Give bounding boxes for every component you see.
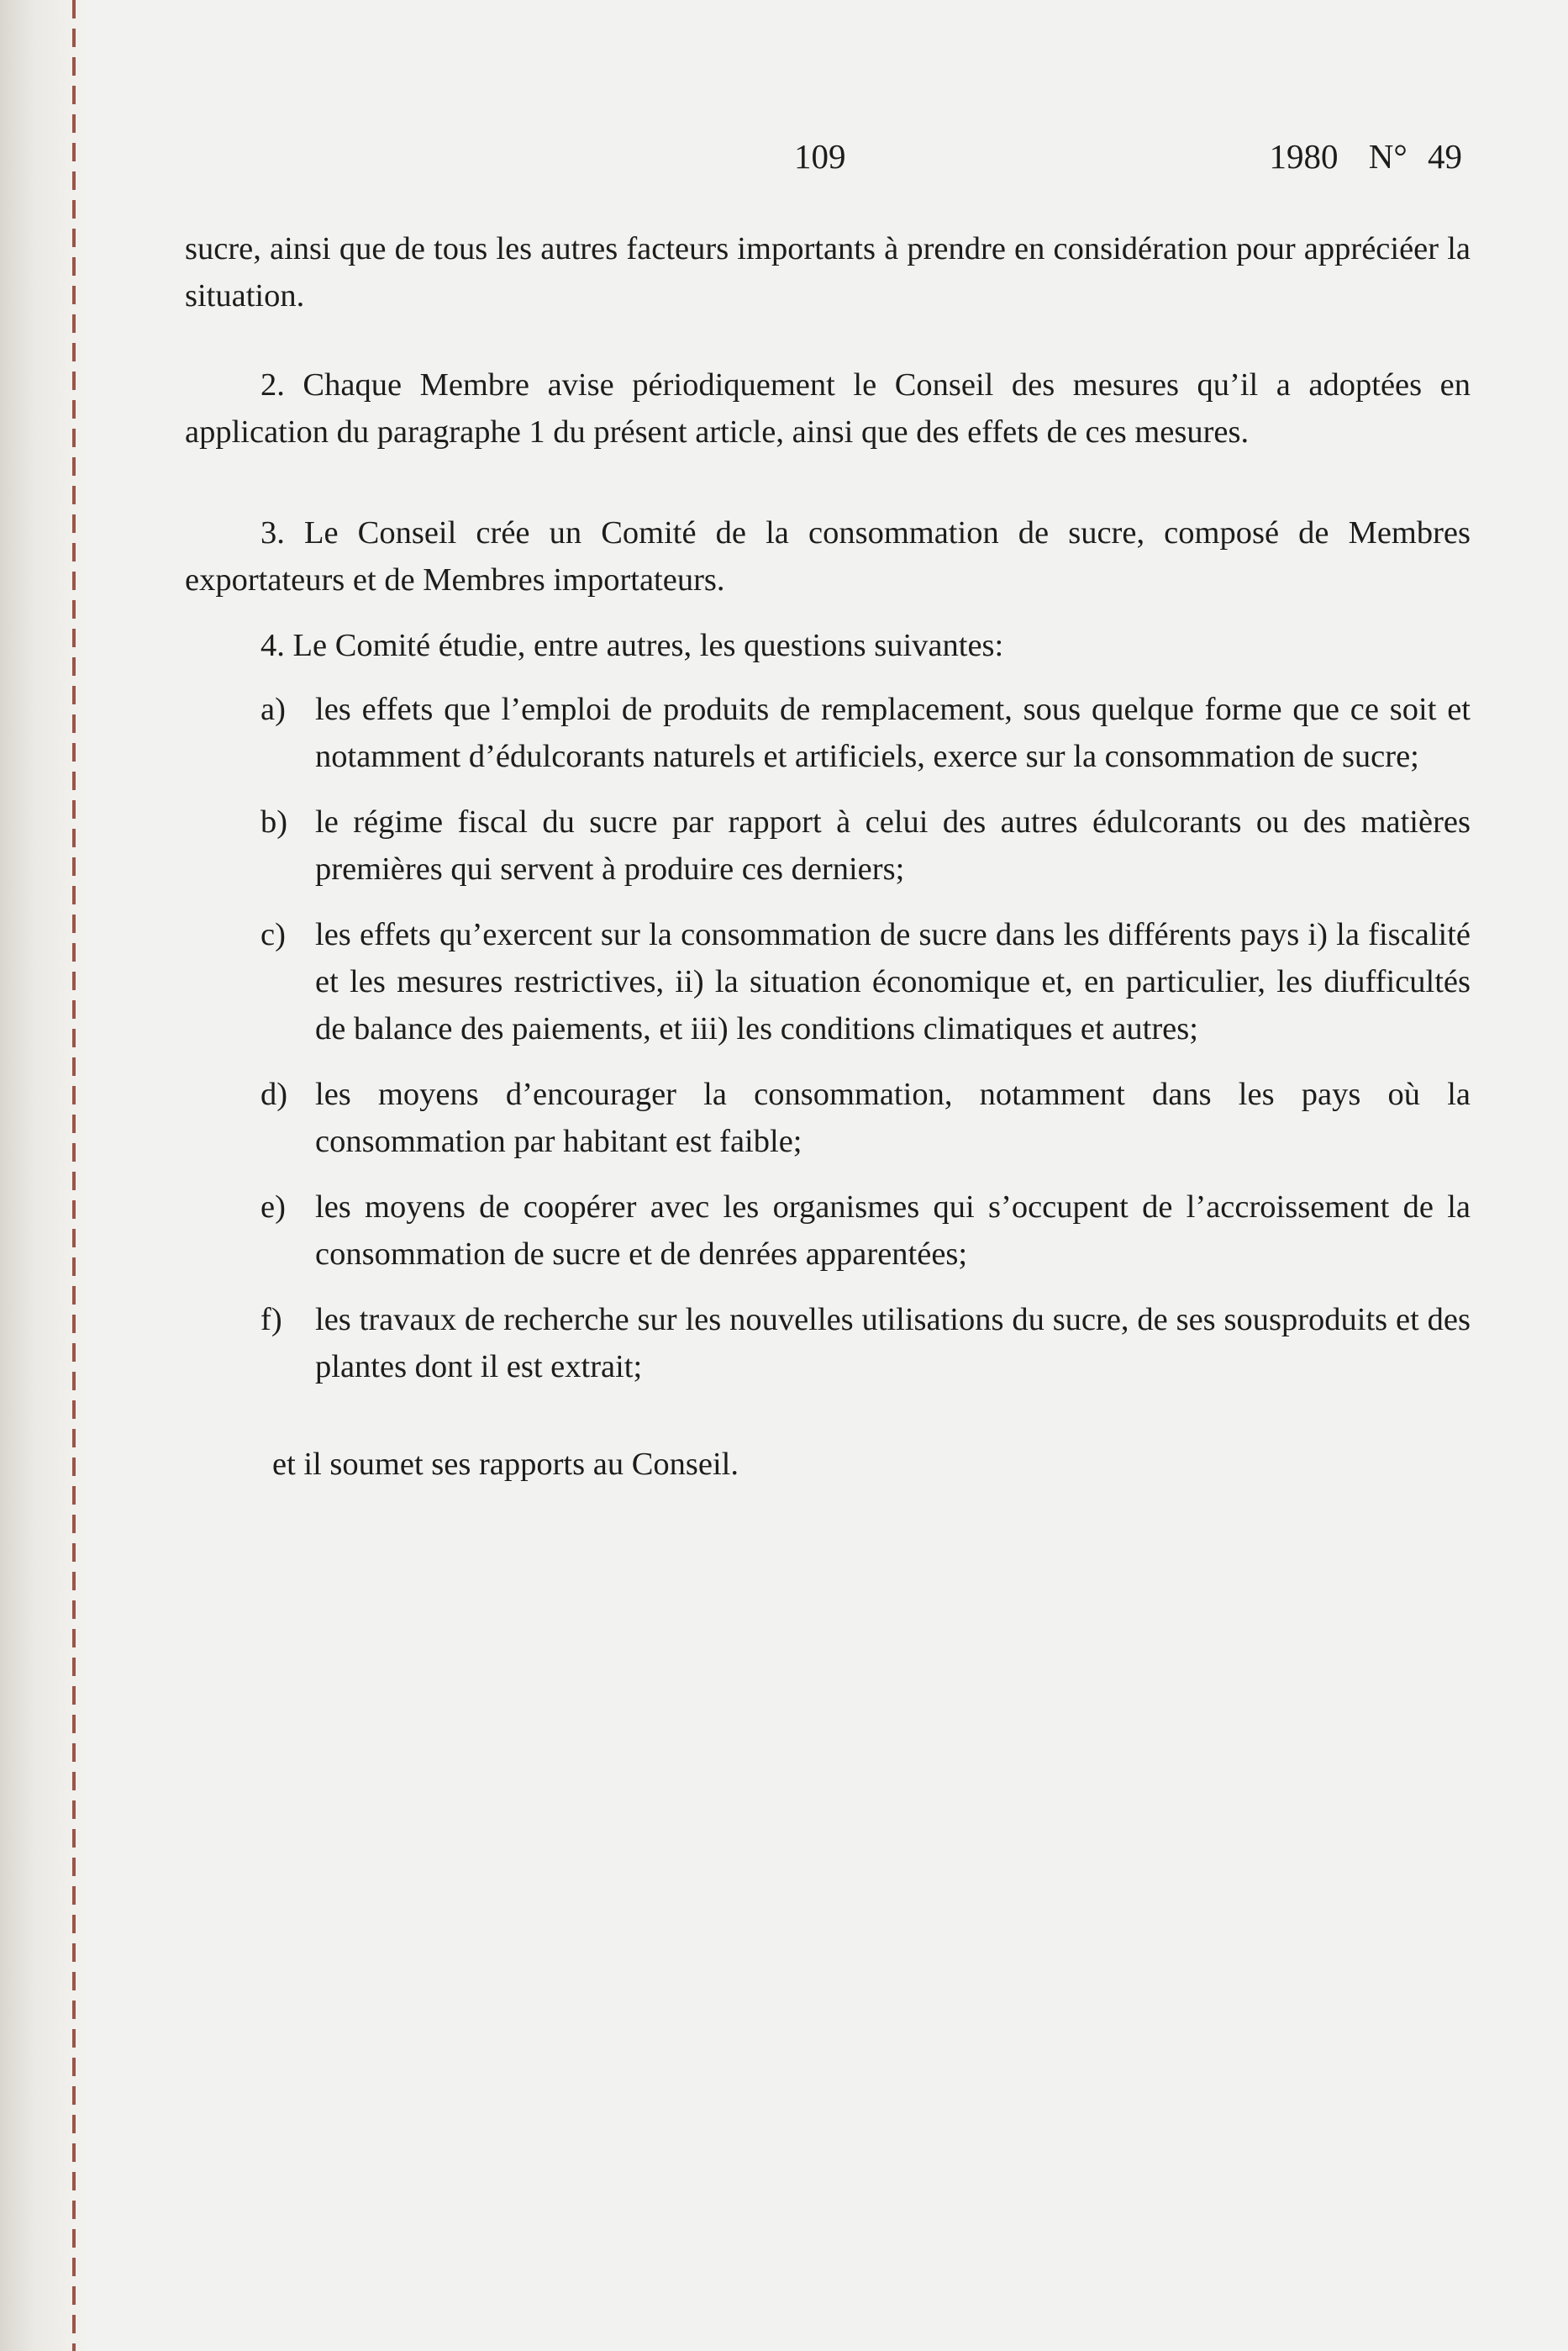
list-marker: c) xyxy=(260,917,286,952)
document-body xyxy=(185,225,1471,1488)
list-marker: f) xyxy=(260,1302,282,1337)
binding-stitch-line xyxy=(72,0,76,2351)
paragraph-2: 2. Chaque Membre avise périodiquement le Conseil des mesures qu’il a adoptées en application du paragraphe 1 du présent article, ainsi que des effets de ces mesures. xyxy=(185,367,1471,450)
questions-list xyxy=(185,686,1471,1390)
list-item-text: les effets que l’emploi de produits de remplacement, sous quelque forme que ce soit et notamment d’édulcorants naturels et artificiels, exerce sur la consommation de sucre; xyxy=(315,692,1471,774)
list-item-text: les effets qu’exercent sur la consommation de sucre dans les différents pays i) la fiscalité et les mesures restrictives, ii) la situation économique et, en particulier, les diufficultés de balance des paiements, et iii) les conditions climatiques et autres; xyxy=(315,917,1471,1046)
document-reference xyxy=(1269,136,1462,177)
list-item-c xyxy=(185,911,1471,1052)
page-binding-shadow xyxy=(0,0,92,2351)
list-marker: d) xyxy=(260,1077,288,1112)
list-marker: b) xyxy=(260,804,288,840)
page-header xyxy=(185,136,1462,187)
list-marker: e) xyxy=(260,1189,286,1225)
list-item-text: le régime fiscal du sucre par rapport à celui des autres édulcorants ou des matières premières qui servent à produire ces derniers; xyxy=(315,804,1471,887)
closing-sentence: et il soumet ses rapports au Conseil. xyxy=(272,1447,739,1482)
list-item-b xyxy=(185,799,1471,893)
list-item-e xyxy=(185,1183,1471,1278)
list-item-text: les moyens d’encourager la consommation, notamment dans les pays où la consommation par habitant est faible; xyxy=(315,1077,1471,1159)
list-item-d xyxy=(185,1071,1471,1165)
page-number: 109 xyxy=(794,137,846,176)
document-year: 1980 xyxy=(1269,137,1339,176)
number-label: N° xyxy=(1368,137,1408,176)
paragraph-1-continued: sucre, ainsi que de tous les autres facteurs importants à prendre en considération pour appréciéer la situation. xyxy=(185,231,1471,314)
paragraph-3: 3. Le Conseil crée un Comité de la consommation de sucre, composé de Membres exportateurs et de Membres importateurs. xyxy=(185,515,1471,598)
paragraph-4: 4. Le Comité étudie, entre autres, les questions suivantes: xyxy=(260,628,1004,663)
document-number: 49 xyxy=(1428,137,1462,176)
list-marker: a) xyxy=(260,692,286,727)
list-item-a xyxy=(185,686,1471,780)
list-item-text: les travaux de recherche sur les nouvelles utilisations du sucre, de ses sousproduits et des plantes dont il est extrait; xyxy=(315,1302,1471,1384)
list-item-f xyxy=(185,1296,1471,1390)
list-item-text: les moyens de coopérer avec les organismes qui s’occupent de l’accroissement de la consommation de sucre et de denrées apparentées; xyxy=(315,1189,1471,1272)
